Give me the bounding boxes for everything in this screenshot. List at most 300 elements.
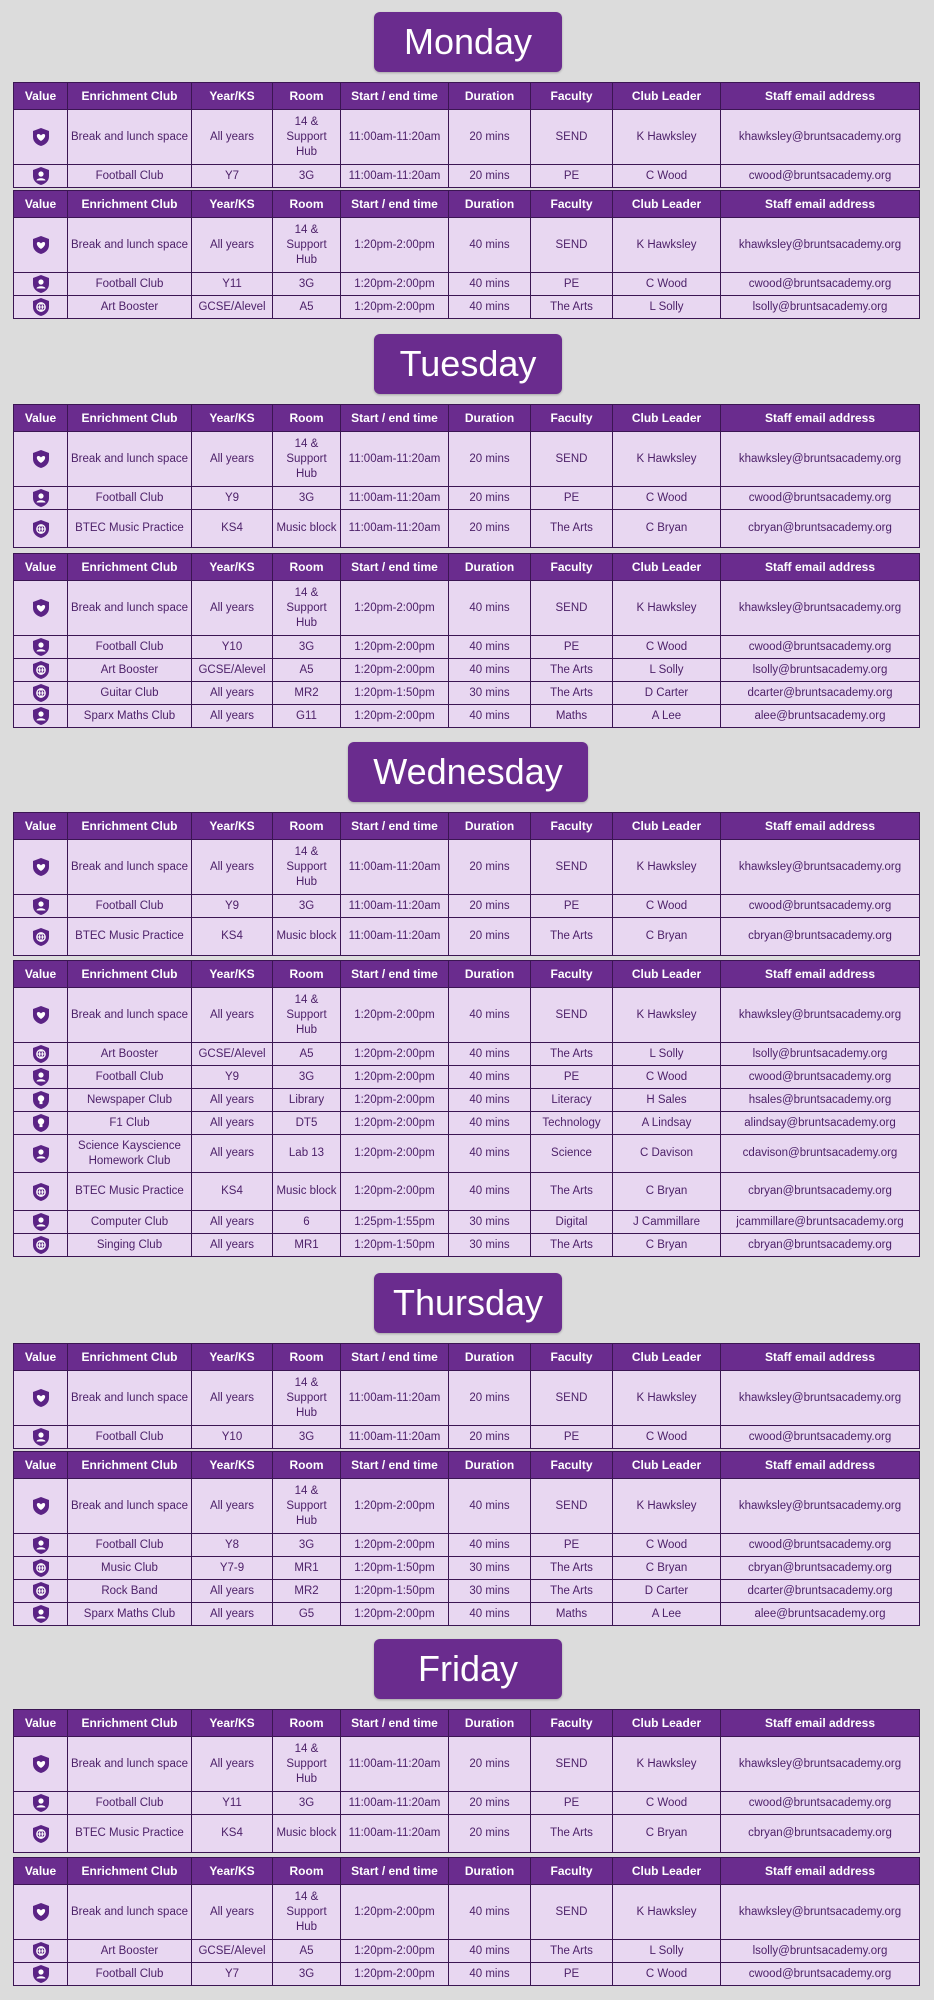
duration: 40 mins <box>449 1066 531 1089</box>
value-cell <box>14 510 68 548</box>
staff-email[interactable]: khawksley@bruntsacademy.org <box>721 1371 920 1426</box>
table-row <box>14 1234 920 1257</box>
column-header: Start / end time <box>341 405 449 432</box>
staff-email[interactable]: cwood@bruntsacademy.org <box>721 487 920 510</box>
column-header: Club Leader <box>613 191 721 218</box>
club-leader: K Hawksley <box>613 432 721 487</box>
staff-email[interactable]: khawksley@bruntsacademy.org <box>721 432 920 487</box>
table-row <box>14 273 920 296</box>
value-cell <box>14 1534 68 1557</box>
column-header: Faculty <box>531 554 613 581</box>
duration: 20 mins <box>449 165 531 188</box>
column-header: Start / end time <box>341 191 449 218</box>
value-cell <box>14 1885 68 1940</box>
room: 14 & Support Hub <box>273 218 341 273</box>
column-header: Staff email address <box>721 554 920 581</box>
value-cell <box>14 1557 68 1580</box>
column-header: Room <box>273 813 341 840</box>
faculty: PE <box>531 1066 613 1089</box>
club-table <box>13 1451 920 1626</box>
staff-email[interactable]: cwood@bruntsacademy.org <box>721 1066 920 1089</box>
value-cell <box>14 1135 68 1173</box>
club-name: Football Club <box>68 1066 192 1089</box>
shield-person-icon <box>31 1144 51 1164</box>
room: 14 & Support Hub <box>273 988 341 1043</box>
staff-email[interactable]: lsolly@bruntsacademy.org <box>721 296 920 319</box>
shield-person-icon <box>31 706 51 726</box>
column-header: Room <box>273 1858 341 1885</box>
column-header: Start / end time <box>341 813 449 840</box>
table-row <box>14 165 920 188</box>
club-leader: A Lee <box>613 705 721 728</box>
column-header: Staff email address <box>721 813 920 840</box>
shield-person-icon <box>31 488 51 508</box>
column-header: Staff email address <box>721 1344 920 1371</box>
club-name: Music Club <box>68 1557 192 1580</box>
room: Lab 13 <box>273 1135 341 1173</box>
time: 11:00am-11:20am <box>341 1815 449 1853</box>
time: 1:20pm-2:00pm <box>341 636 449 659</box>
table-header-row <box>14 1344 920 1371</box>
column-header: Club Leader <box>613 961 721 988</box>
staff-email[interactable]: cbryan@bruntsacademy.org <box>721 1815 920 1853</box>
column-header: Room <box>273 83 341 110</box>
table-header-row <box>14 1710 920 1737</box>
year-group: All years <box>192 218 273 273</box>
shield-globe-icon <box>31 683 51 703</box>
club-name: Football Club <box>68 273 192 296</box>
time: 1:20pm-2:00pm <box>341 988 449 1043</box>
shield-globe-icon <box>31 1558 51 1578</box>
staff-email[interactable]: alee@bruntsacademy.org <box>721 705 920 728</box>
time: 11:00am-11:20am <box>341 165 449 188</box>
duration: 40 mins <box>449 636 531 659</box>
staff-email[interactable]: cwood@bruntsacademy.org <box>721 895 920 918</box>
faculty: SEND <box>531 432 613 487</box>
room: Music block <box>273 1815 341 1853</box>
faculty: PE <box>531 895 613 918</box>
year-group: All years <box>192 1112 273 1135</box>
room: 3G <box>273 165 341 188</box>
staff-email[interactable]: khawksley@bruntsacademy.org <box>721 1737 920 1792</box>
column-header: Room <box>273 554 341 581</box>
table-row <box>14 1066 920 1089</box>
value-cell <box>14 110 68 165</box>
staff-email[interactable]: cwood@bruntsacademy.org <box>721 273 920 296</box>
table-row <box>14 1371 920 1426</box>
time: 1:20pm-2:00pm <box>341 1963 449 1986</box>
column-header: Faculty <box>531 1452 613 1479</box>
shield-heart-icon <box>31 1902 51 1922</box>
faculty: The Arts <box>531 1173 613 1211</box>
value-cell <box>14 296 68 319</box>
shield-person-icon <box>31 166 51 186</box>
faculty: Maths <box>531 705 613 728</box>
value-cell <box>14 1580 68 1603</box>
value-cell <box>14 581 68 636</box>
year-group: All years <box>192 581 273 636</box>
year-group: All years <box>192 1603 273 1626</box>
column-header: Value <box>14 554 68 581</box>
faculty: The Arts <box>531 510 613 548</box>
column-header: Staff email address <box>721 961 920 988</box>
faculty: The Arts <box>531 1815 613 1853</box>
year-group: Y8 <box>192 1534 273 1557</box>
table-row <box>14 1211 920 1234</box>
club-name: Rock Band <box>68 1580 192 1603</box>
room: 14 & Support Hub <box>273 581 341 636</box>
duration: 40 mins <box>449 1135 531 1173</box>
room: 14 & Support Hub <box>273 1885 341 1940</box>
column-header: Start / end time <box>341 83 449 110</box>
value-cell <box>14 918 68 956</box>
faculty: PE <box>531 165 613 188</box>
duration: 30 mins <box>449 1580 531 1603</box>
value-cell <box>14 1603 68 1626</box>
column-header: Start / end time <box>341 1710 449 1737</box>
shield-person-icon <box>31 1964 51 1984</box>
year-group: All years <box>192 988 273 1043</box>
club-name: Science Kayscience Homework Club <box>68 1135 192 1173</box>
table-row <box>14 1557 920 1580</box>
staff-email[interactable]: lsolly@bruntsacademy.org <box>721 1043 920 1066</box>
staff-email[interactable]: cwood@bruntsacademy.org <box>721 636 920 659</box>
faculty: The Arts <box>531 1580 613 1603</box>
club-name: Break and lunch space <box>68 840 192 895</box>
column-header: Enrichment Club <box>68 191 192 218</box>
column-header: Staff email address <box>721 1452 920 1479</box>
value-cell <box>14 1940 68 1963</box>
column-header: Value <box>14 191 68 218</box>
room: MR1 <box>273 1234 341 1257</box>
table-row <box>14 988 920 1043</box>
column-header: Staff email address <box>721 83 920 110</box>
staff-email[interactable]: cbryan@bruntsacademy.org <box>721 1173 920 1211</box>
club-name: BTEC Music Practice <box>68 510 192 548</box>
column-header: Enrichment Club <box>68 1858 192 1885</box>
staff-email[interactable]: dcarter@bruntsacademy.org <box>721 1580 920 1603</box>
duration: 20 mins <box>449 1371 531 1426</box>
club-leader: J Cammillare <box>613 1211 721 1234</box>
table-row <box>14 895 920 918</box>
table-row <box>14 1580 920 1603</box>
table-header-row <box>14 1858 920 1885</box>
club-name: Break and lunch space <box>68 110 192 165</box>
value-cell <box>14 988 68 1043</box>
column-header: Duration <box>449 1452 531 1479</box>
club-name: Break and lunch space <box>68 1371 192 1426</box>
faculty: Science <box>531 1135 613 1173</box>
faculty: Technology <box>531 1112 613 1135</box>
column-header: Faculty <box>531 1344 613 1371</box>
club-name: Football Club <box>68 1534 192 1557</box>
column-header: Staff email address <box>721 1858 920 1885</box>
value-cell <box>14 659 68 682</box>
table-row <box>14 1112 920 1135</box>
value-cell <box>14 218 68 273</box>
shield-globe-icon <box>31 660 51 680</box>
room: 3G <box>273 273 341 296</box>
club-name: Art Booster <box>68 1043 192 1066</box>
staff-email[interactable]: jcammillare@bruntsacademy.org <box>721 1211 920 1234</box>
staff-email[interactable]: cwood@bruntsacademy.org <box>721 1792 920 1815</box>
shield-globe-icon <box>31 1044 51 1064</box>
club-leader: C Wood <box>613 165 721 188</box>
club-leader: C Wood <box>613 895 721 918</box>
staff-email[interactable]: lsolly@bruntsacademy.org <box>721 659 920 682</box>
club-table <box>13 812 920 956</box>
room: DT5 <box>273 1112 341 1135</box>
duration: 30 mins <box>449 1234 531 1257</box>
column-header: Room <box>273 1344 341 1371</box>
staff-email[interactable]: khawksley@bruntsacademy.org <box>721 840 920 895</box>
staff-email[interactable]: cbryan@bruntsacademy.org <box>721 1234 920 1257</box>
time: 1:20pm-2:00pm <box>341 1603 449 1626</box>
time: 1:20pm-2:00pm <box>341 659 449 682</box>
shield-globe-icon <box>31 297 51 317</box>
duration: 20 mins <box>449 918 531 956</box>
value-cell <box>14 1479 68 1534</box>
year-group: All years <box>192 1089 273 1112</box>
table-header-row <box>14 813 920 840</box>
year-group: All years <box>192 1479 273 1534</box>
duration: 40 mins <box>449 1963 531 1986</box>
year-group: All years <box>192 840 273 895</box>
time: 11:00am-11:20am <box>341 432 449 487</box>
year-group: Y9 <box>192 1066 273 1089</box>
year-group: Y11 <box>192 1792 273 1815</box>
staff-email[interactable]: khawksley@bruntsacademy.org <box>721 988 920 1043</box>
table-row <box>14 110 920 165</box>
table-row <box>14 705 920 728</box>
club-name: Football Club <box>68 1963 192 1986</box>
club-table <box>13 960 920 1257</box>
column-header: Staff email address <box>721 405 920 432</box>
staff-email[interactable]: khawksley@bruntsacademy.org <box>721 218 920 273</box>
club-leader: K Hawksley <box>613 840 721 895</box>
value-cell <box>14 1234 68 1257</box>
staff-email[interactable]: khawksley@bruntsacademy.org <box>721 1479 920 1534</box>
table-row <box>14 1089 920 1112</box>
time: 1:20pm-2:00pm <box>341 1534 449 1557</box>
time: 1:20pm-2:00pm <box>341 1089 449 1112</box>
club-leader: K Hawksley <box>613 1479 721 1534</box>
column-header: Duration <box>449 83 531 110</box>
column-header: Duration <box>449 1710 531 1737</box>
shield-globe-icon <box>31 1182 51 1202</box>
year-group: KS4 <box>192 510 273 548</box>
column-header: Club Leader <box>613 1344 721 1371</box>
staff-email[interactable]: alindsay@bruntsacademy.org <box>721 1112 920 1135</box>
staff-email[interactable]: cdavison@bruntsacademy.org <box>721 1135 920 1173</box>
club-leader: C Wood <box>613 1534 721 1557</box>
staff-email[interactable]: cbryan@bruntsacademy.org <box>721 1557 920 1580</box>
year-group: All years <box>192 1371 273 1426</box>
time: 11:00am-11:20am <box>341 487 449 510</box>
club-leader: L Solly <box>613 1043 721 1066</box>
club-leader: A Lee <box>613 1603 721 1626</box>
faculty: SEND <box>531 1885 613 1940</box>
time: 11:00am-11:20am <box>341 1737 449 1792</box>
staff-email[interactable]: cwood@bruntsacademy.org <box>721 1963 920 1986</box>
shield-person-icon <box>31 637 51 657</box>
faculty: PE <box>531 1426 613 1449</box>
table-row <box>14 918 920 956</box>
club-leader: C Wood <box>613 1066 721 1089</box>
duration: 40 mins <box>449 581 531 636</box>
column-header: Year/KS <box>192 813 273 840</box>
time: 11:00am-11:20am <box>341 895 449 918</box>
column-header: Duration <box>449 813 531 840</box>
shield-person-icon <box>31 1604 51 1624</box>
column-header: Enrichment Club <box>68 554 192 581</box>
time: 1:20pm-2:00pm <box>341 1135 449 1173</box>
room: 3G <box>273 895 341 918</box>
table-row <box>14 1885 920 1940</box>
shield-heart-icon <box>31 449 51 469</box>
club-name: Football Club <box>68 165 192 188</box>
table-row <box>14 432 920 487</box>
year-group: Y7 <box>192 1963 273 1986</box>
faculty: PE <box>531 1792 613 1815</box>
value-cell <box>14 1371 68 1426</box>
time: 1:20pm-1:50pm <box>341 1234 449 1257</box>
table-row <box>14 1963 920 1986</box>
time: 1:20pm-2:00pm <box>341 1940 449 1963</box>
column-header: Room <box>273 191 341 218</box>
faculty: Literacy <box>531 1089 613 1112</box>
staff-email[interactable]: khawksley@bruntsacademy.org <box>721 1885 920 1940</box>
year-group: Y10 <box>192 636 273 659</box>
column-header: Faculty <box>531 1710 613 1737</box>
value-cell <box>14 1737 68 1792</box>
faculty: SEND <box>531 110 613 165</box>
club-name: Sparx Maths Club <box>68 705 192 728</box>
room: 14 & Support Hub <box>273 110 341 165</box>
staff-email[interactable]: lsolly@bruntsacademy.org <box>721 1940 920 1963</box>
club-leader: K Hawksley <box>613 218 721 273</box>
club-leader: C Bryan <box>613 1557 721 1580</box>
club-leader: K Hawksley <box>613 988 721 1043</box>
staff-email[interactable]: hsales@bruntsacademy.org <box>721 1089 920 1112</box>
club-table <box>13 82 920 188</box>
staff-email[interactable]: khawksley@bruntsacademy.org <box>721 110 920 165</box>
room: 3G <box>273 1534 341 1557</box>
table-row <box>14 218 920 273</box>
year-group: GCSE/Alevel <box>192 1940 273 1963</box>
shield-bulb-icon <box>31 1113 51 1133</box>
staff-email[interactable]: dcarter@bruntsacademy.org <box>721 682 920 705</box>
club-name: Singing Club <box>68 1234 192 1257</box>
club-leader: L Solly <box>613 659 721 682</box>
staff-email[interactable]: cwood@bruntsacademy.org <box>721 1534 920 1557</box>
shield-heart-icon <box>31 1388 51 1408</box>
club-leader: L Solly <box>613 1940 721 1963</box>
column-header: Faculty <box>531 813 613 840</box>
room: 3G <box>273 1963 341 1986</box>
room: 3G <box>273 1792 341 1815</box>
club-leader: C Bryan <box>613 918 721 956</box>
faculty: The Arts <box>531 296 613 319</box>
value-cell <box>14 165 68 188</box>
staff-email[interactable]: cbryan@bruntsacademy.org <box>721 918 920 956</box>
column-header: Club Leader <box>613 1452 721 1479</box>
day-title-wednesday: Wednesday <box>348 742 588 802</box>
shield-heart-icon <box>31 857 51 877</box>
room: 3G <box>273 636 341 659</box>
table-row <box>14 1815 920 1853</box>
time: 11:00am-11:20am <box>341 1792 449 1815</box>
duration: 40 mins <box>449 1885 531 1940</box>
table-row <box>14 296 920 319</box>
room: MR2 <box>273 682 341 705</box>
room: Library <box>273 1089 341 1112</box>
room: MR2 <box>273 1580 341 1603</box>
room: A5 <box>273 296 341 319</box>
column-header: Club Leader <box>613 405 721 432</box>
column-header: Value <box>14 961 68 988</box>
column-header: Year/KS <box>192 405 273 432</box>
shield-person-icon <box>31 1793 51 1813</box>
club-table <box>13 553 920 728</box>
shield-heart-icon <box>31 1496 51 1516</box>
year-group: Y7-9 <box>192 1557 273 1580</box>
column-header: Year/KS <box>192 1452 273 1479</box>
column-header: Club Leader <box>613 813 721 840</box>
faculty: Digital <box>531 1211 613 1234</box>
table-row <box>14 1135 920 1173</box>
table-row <box>14 659 920 682</box>
column-header: Duration <box>449 554 531 581</box>
club-table <box>13 1343 920 1449</box>
shield-heart-icon <box>31 1754 51 1774</box>
year-group: All years <box>192 1737 273 1792</box>
column-header: Enrichment Club <box>68 1452 192 1479</box>
time: 1:20pm-1:50pm <box>341 1557 449 1580</box>
room: A5 <box>273 1940 341 1963</box>
column-header: Duration <box>449 405 531 432</box>
column-header: Start / end time <box>341 961 449 988</box>
room: Music block <box>273 510 341 548</box>
time: 1:20pm-2:00pm <box>341 296 449 319</box>
duration: 20 mins <box>449 1737 531 1792</box>
faculty: PE <box>531 636 613 659</box>
room: 14 & Support Hub <box>273 432 341 487</box>
room: G11 <box>273 705 341 728</box>
club-leader: D Carter <box>613 682 721 705</box>
shield-globe-icon <box>31 1824 51 1844</box>
room: A5 <box>273 1043 341 1066</box>
club-leader: K Hawksley <box>613 110 721 165</box>
time: 1:20pm-2:00pm <box>341 1043 449 1066</box>
staff-email[interactable]: cwood@bruntsacademy.org <box>721 1426 920 1449</box>
value-cell <box>14 682 68 705</box>
table-header-row <box>14 405 920 432</box>
staff-email[interactable]: khawksley@bruntsacademy.org <box>721 581 920 636</box>
duration: 20 mins <box>449 110 531 165</box>
year-group: Y9 <box>192 487 273 510</box>
duration: 40 mins <box>449 1940 531 1963</box>
column-header: Club Leader <box>613 1858 721 1885</box>
year-group: GCSE/Alevel <box>192 296 273 319</box>
duration: 40 mins <box>449 1534 531 1557</box>
staff-email[interactable]: alee@bruntsacademy.org <box>721 1603 920 1626</box>
staff-email[interactable]: cbryan@bruntsacademy.org <box>721 510 920 548</box>
club-name: Break and lunch space <box>68 1737 192 1792</box>
staff-email[interactable]: cwood@bruntsacademy.org <box>721 165 920 188</box>
faculty: SEND <box>531 1737 613 1792</box>
faculty: The Arts <box>531 1940 613 1963</box>
